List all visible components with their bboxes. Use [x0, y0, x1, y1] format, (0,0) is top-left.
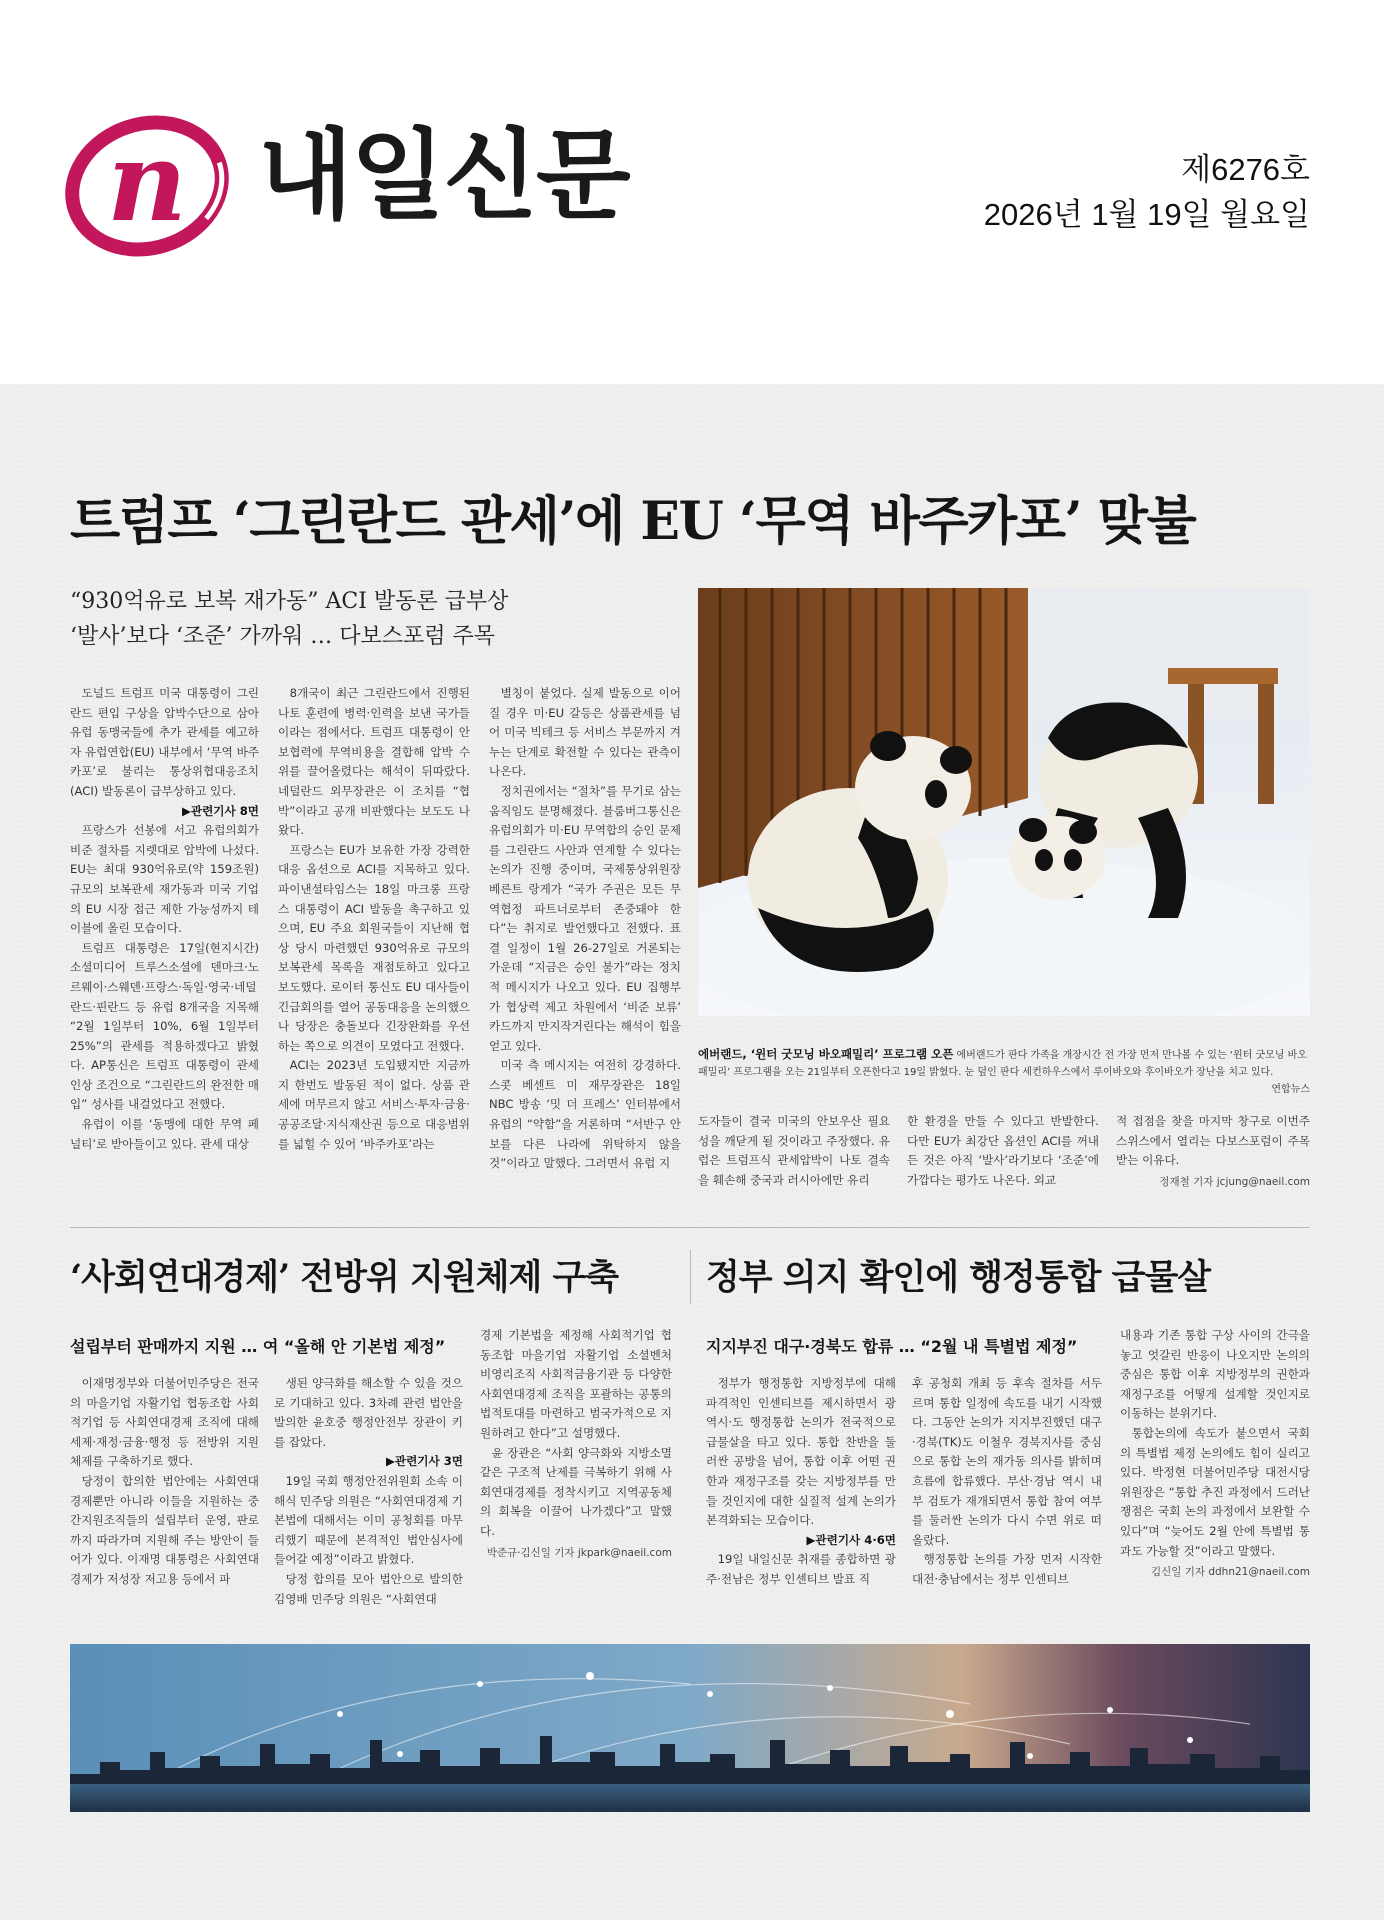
masthead: [0, 0, 1384, 384]
photo-caption-title: 에버랜드, ‘윈터 굿모닝 바오패밀리’ 프로그램 오픈: [698, 1047, 954, 1061]
left-story-byline: 박준규·김신일 기자 jkpark@naeil.com: [486, 1546, 672, 1559]
lead-column-1: [70, 684, 259, 1194]
naeil-logo-icon: [62, 108, 232, 258]
right-story-headline: 정부 의지 확인에 행정통합 급물살: [706, 1257, 1211, 1298]
story-para: 윤 장관은 “사회 양극화와 지방소멸 같은 구조적 난제를 극복하기 위해 사회연대경제를 정착시키고 지역공동체의 회복을 이끌어 나가겠다”고 말했다.: [480, 1445, 672, 1538]
lead-para: 적 접점을 찾을 마지막 창구로 이번주 스위스에서 열리는 다보스포럼이 주목받는 이유다.: [1116, 1114, 1310, 1168]
lead-column-5: [907, 1112, 1099, 1212]
story-para: 당정이 합의한 법안에는 사회연대경제뿐만 아니라 이들을 지원하는 중간지원조직들의 설립부터 운영, 판로까지 따라가며 지원해 주는 방안이 들어가 있다. 이재명 대통령은 사회연대경제가 저성장 저고용 등에서 파: [70, 1473, 259, 1586]
left-story-subhead: 설립부터 판매까지 지원 … 여 “올해 안 기본법 제정”: [70, 1337, 446, 1356]
lead-para: 정치권에서는 “절차”를 무기로 삼는 움직임도 분명해졌다. 블룸버그통신은 유럽의회가 미·EU 무역합의 승인 문제를 그린란드 사안과 연계할 수 있다는 논의가 진행 중이며, 국제통상위원장 베른트 랑게가 “국가 주권은 모든 무역협정 파트너로부터 존중돼야 한다”는 취지로 발언했다고 전했다. 표결 일정이 1월 26-27일로 거론되는 가운데 “지금은 승인 불가”라는 정치적 메시지가 나오고 있다. EU 집행부가 협상력 제고 차원에서 ‘비준 보류’ 카드까지 만지작거린다는 해석이 힘을 얻고 있다.: [489, 783, 681, 1053]
issue-info: [984, 148, 1310, 238]
lead-para: 유럽이 이를 ‘동맹에 대한 무역 페널티’로 받아들이고 있다. 관세 대상: [70, 1117, 259, 1151]
lead-para: 한 환경을 만들 수 있다고 반발한다. 다만 EU가 최강단 옵션인 ACI를 꺼내 든 것은 아직 ‘발사’라기보다 ‘조준’에 가깝다는 평가도 나온다. 외교: [907, 1114, 1099, 1187]
lead-subhead-line-1: “930억유로 보복 재가동” ACI 발동론 급부상: [70, 589, 509, 614]
lead-column-2: [278, 684, 470, 1194]
right-story-column-2: [912, 1374, 1102, 1606]
left-story-column-1: [70, 1374, 259, 1606]
photo-credit: 연합뉴스: [1271, 1084, 1310, 1095]
lead-subhead: [70, 584, 508, 654]
story-para: 이재명정부와 더불어민주당은 전국의 마을기업 자활기업 협동조합 사회적기업 등 사회연대경제 조직에 대해 세제·재정·금융·행정 등 전방위 지원체제를 구축하기로 했다.: [70, 1376, 259, 1469]
related-article-link[interactable]: ▶관련기사 4·6면: [806, 1532, 896, 1547]
lead-para: 프랑스가 선봉에 서고 유럽의회가 비준 절차를 지렛대로 압박에 나섰다. EU는 최대 930억유로(약 159조원) 규모의 보복관세 재가동과 미국 기업의 EU 시장 접근 제한 가능성까지 테이블에 올린 모습이다.: [70, 823, 259, 936]
lead-para: 프랑스는 EU가 보유한 가장 강력한 대응 옵션으로 ACI를 지목하고 있다. 파이낸셜타임스는 18일 마크롱 프랑스 대통령이 ACI 발동을 촉구하고 있으며, EU 주요 회원국들이 지난해 협상 당시 마련했던 930억유로 규모의 보복관세 목록을 재점토하고 있다고 보도했다. 로이터 통신도 EU 대사들이 긴급회의를 열어 공동대응을 논의했으나 당장은 충돌보다 긴장완화를 우선하는 쪽으로 의견이 모였다고 전했다.: [278, 842, 470, 1053]
panda-illustration: [698, 588, 1310, 1016]
lead-byline: 정재철 기자 jcjung@naeil.com: [1159, 1175, 1310, 1188]
issue-date: 2026년 1월 19일 월요일: [983, 196, 1310, 232]
lead-column-6: [1116, 1112, 1310, 1212]
lead-para: 도널드 트럼프 미국 대통령이 그린란드 편입 구상을 압박수단으로 삼아 유럽 동맹국들에 추가 관세를 예고하자 유럽연합(EU) 내부에서 ‘무역 바주카포’로 불리는 통상위협대응조치(ACI) 발동론이 급부상하고 있다.: [70, 686, 259, 798]
lead-para: ACI는 2023년 도입됐지만 지금까지 한번도 발동된 적이 없다. 상품 관세에 머무르지 않고 서비스·투자·금융·공공조달·지식재산권 등으로 대응범위를 넓힐 수 있어 ‘바주카포’라는: [278, 1058, 470, 1151]
city-skyline-icon: [70, 1644, 1310, 1812]
lead-para: 별칭이 붙었다. 실제 발동으로 이어질 경우 미·EU 갈등은 상품관세를 넘어 미국 빅테크 등 서비스 부문까지 겨누는 단계로 확전할 수 있다는 관측이 나온다.: [489, 686, 681, 779]
story-para: 19일 국회 행정안전위원회 소속 이해식 민주당 의원은 “사회연대경제 기본법에 대해서는 이미 공청회를 마무리했기 때문에 본격적인 법안심사에 들어갈 예정”이라고 밝혔다.: [274, 1473, 463, 1567]
lead-subhead-line-2: ‘발사’보다 ‘조준’ 가까워 … 다보스포럼 주목: [70, 624, 495, 650]
story-para: 경제 기본법을 제정해 사회적기업 협동조합 마을기업 자활기업 소셜벤처 비영리조직 사회적금융기관 등 다양한 사회연대경제 조직을 포괄하는 공통의 법적토대를 마련하고 범국가적으로 지원하려고 한다”고 설명했다.: [480, 1328, 672, 1440]
right-story-subhead: 지지부진 대구·경북도 합류 … “2월 내 특별법 제정”: [706, 1337, 1078, 1356]
lead-para: 도자들이 결국 미국의 안보우산 필요성을 깨닫게 될 것이라고 주장했다. 유럽은 트럼프식 관세압박이 나토 결속을 훼손해 중국과 러시아에만 유리: [698, 1114, 890, 1187]
front-page: [0, 384, 1384, 1920]
story-para: 19일 내일신문 취재를 종합하면 광주·전남은 정부 인센티브 발표 직: [706, 1552, 896, 1586]
lead-column-4: [698, 1112, 890, 1212]
story-para: 후 공청회 개최 등 후속 절차를 서두르며 통합 일정에 속도를 내기 시작했다. 그동안 논의가 지지부진했던 대구·경북(TK)도 이철우 경북지사를 중심으로 통합 논의 재가동 의사를 밝히며 흐름에 합류했다. 부산·경남 역시 내부 검토가 재개되면서 통합 참여 여부를 둘러싼 논의가 다시 수면 위로 떠올랐다.: [912, 1376, 1102, 1547]
right-story-byline: 김신일 기자 ddhn21@naeil.com: [1150, 1566, 1310, 1579]
story-para: 통합논의에 속도가 붙으면서 국회의 특별법 제정 논의에도 힘이 실리고 있다. 박정현 더불어민주당 대전시당 위원장은 “통합 추진 과정에서 드러난 쟁점은 국회 논의 과정에서 보완할 수 있다”며 “늦어도 2월 안에 특별법 통과도 가능할 것”이라고 말했다.: [1120, 1425, 1310, 1558]
related-article-link[interactable]: ▶관련기사 3면: [385, 1454, 463, 1469]
story-para: 정부가 행정통합 지방정부에 대해 파격적인 인센티브를 제시하면서 광역시·도 행정통합 논의가 전국적으로 급물살을 타고 있다. 통합 찬반을 둘러싼 공방을 넘어, 통합 이후 어떤 권한과 재정구조를 갖는 지방정부를 만들 것인지에 대한 실질적 설계 논의가 본격화되는 모습이다.: [706, 1376, 896, 1528]
newspaper-name: 내일신문: [258, 119, 629, 233]
related-article-link[interactable]: ▶관련기사 8면: [181, 803, 259, 818]
lead-column-3: [489, 684, 681, 1194]
photo-caption: [698, 1046, 1310, 1098]
left-story-column-2: [274, 1374, 463, 1606]
story-para: 당정 합의를 모아 법안으로 발의한 김영배 민주당 의원은 “사회연대: [274, 1571, 463, 1606]
section-divider: [70, 1227, 1310, 1228]
left-story-headline: ‘사회연대경제’ 전방위 지원체제 구축: [70, 1257, 619, 1298]
photo-caption-body: 에버랜드가 판다 가족을 개장시간 전 가장 먼저 만나볼 수 있는 ‘윈터 굿모닝 바오패밀리’ 프로그램을 오는 21일부터 오픈한다고 19일 밝혔다. 눈 덮인 판다 세컨하우스에서 루이바오와 후이바오가 장난을 치고 있다.: [698, 1050, 1307, 1078]
column-divider: [690, 1250, 691, 1304]
story-para: 행정통합 논의를 가장 먼저 시작한 대전·충남에서는 정부 인센티브: [912, 1552, 1102, 1586]
logo-letter: n: [107, 117, 187, 246]
right-story-column-3: [1120, 1326, 1310, 1606]
story-para: 내용과 기존 통합 구상 사이의 간극을 놓고 엇갈린 반응이 나오지만 논의의 중심은 통합 이후 지방정부의 권한과 재정구조를 어떻게 설계할 것인지로 이동하는 분위기다.: [1120, 1328, 1310, 1421]
lead-headline: 트럼프 ‘그린란드 관세’에 EU ‘무역 바주카포’ 맞불: [70, 491, 1196, 552]
lead-para: 8개국이 최근 그린란드에서 진행된 나토 훈련에 병력·인력을 보낸 국가들이라는 점에서다. 트럼프 대통령이 안보협력에 무역비용을 결합해 압박 수위를 끌어올렸다는 해석이 뒤따랐다. 네덜란드 외무장관은 이 조치를 “협박”이라고 공개 비판했다는 보도도 나왔다.: [278, 686, 470, 838]
panda-photo: [698, 588, 1310, 1016]
left-story-column-3: [480, 1326, 672, 1606]
story-para: 생된 양극화를 해소할 수 있을 것으로 기대하고 있다. 3차례 관련 법안을 발의한 윤호중 행정안전부 장관이 키를 잡았다.: [274, 1376, 463, 1449]
lead-para: 미국 측 메시지는 여전히 강경하다. 스콧 베센트 미 재무장관은 18일 NBC 방송 ‘밋 더 프레스’ 인터뷰에서 유럽의 “약함”을 거론하며 “서반구 안보를 다른 나라에 위탁하지 않을 것”이라고 말했다. 그러면서 유럽 지: [489, 1058, 681, 1171]
city-skyline-banner: [70, 1644, 1310, 1812]
lead-para: 트럼프 대통령은 17일(현지시간) 소셜미디어 트루스소셜에 덴마크·노르웨이·스웨덴·프랑스·독일·영국·네덜란드·핀란드 등 유럽 8개국을 지목해 “2월 1일부터 10%, 6월 1일부터 25%”의 관세를 적용하겠다고 밝혔다. AP통신은 트럼프 대통령이 관세인상 조건으로 “그린란드의 완전한 매입” 성사를 내걸었다고 전했다.: [70, 940, 259, 1112]
right-story-column-1: [706, 1374, 896, 1606]
issue-number: 제6276호: [1181, 152, 1310, 187]
